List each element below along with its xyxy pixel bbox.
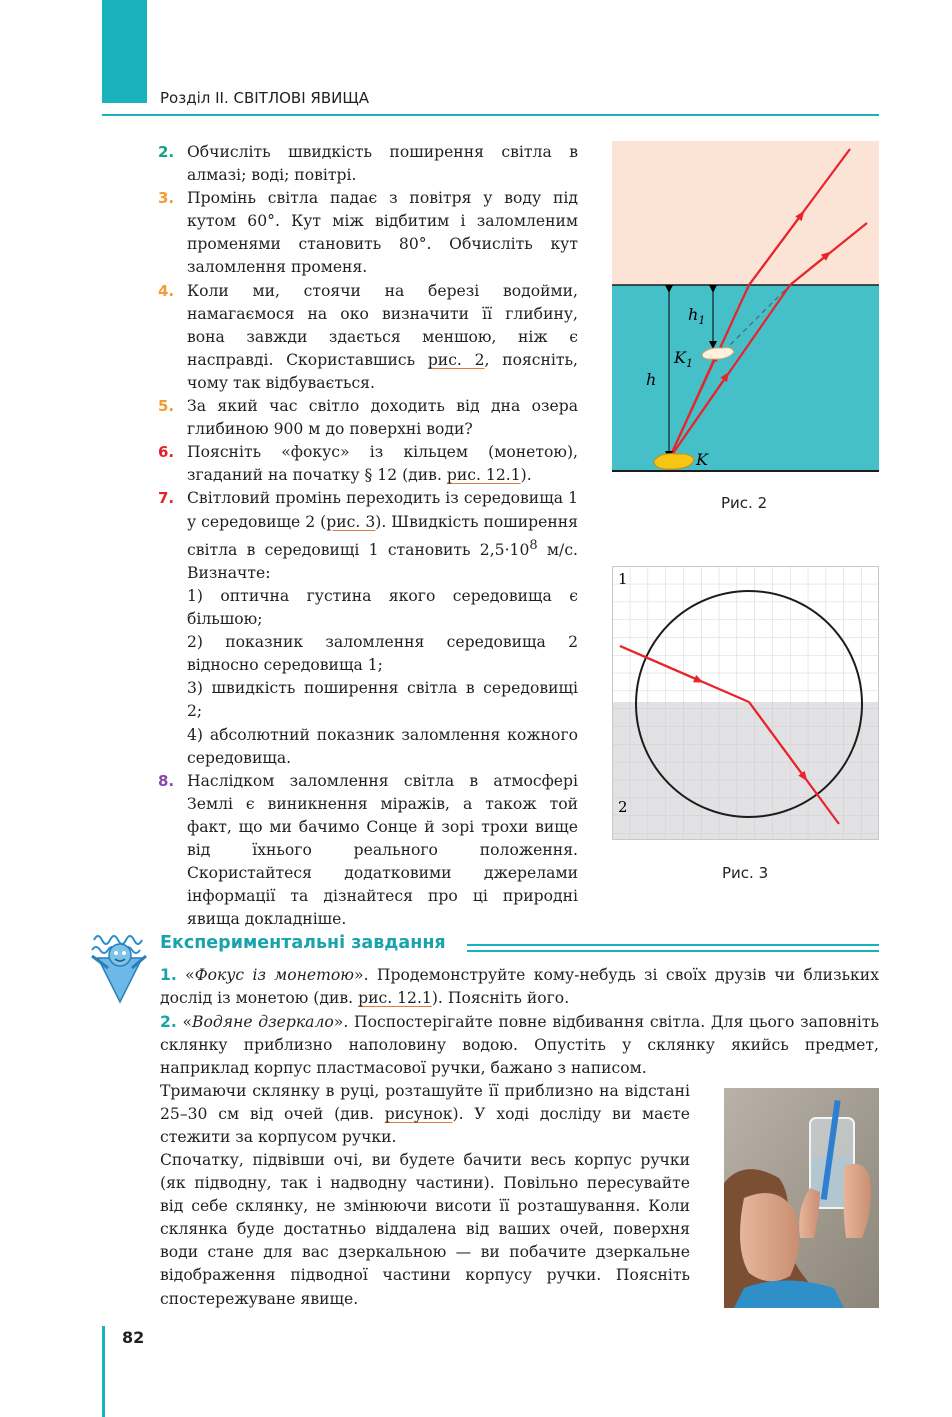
figure-link[interactable]: рис. 12.1 [446, 466, 521, 485]
label-k: K [696, 450, 708, 469]
page-number: 82 [122, 1328, 145, 1347]
task-5 [158, 395, 578, 441]
real-object-k [654, 454, 694, 469]
task-text: ). Швидкість поширення світла в середовищі 1 становить 2,5·10 [187, 512, 578, 559]
label-k1: $K_1$ [674, 348, 693, 370]
exponent: 8 [529, 537, 538, 553]
sub-item: 3) швидкість поширення світла в середовищі 2; [187, 679, 578, 721]
task-name: Водяне дзеркало [192, 1013, 334, 1031]
paragraph-text: ). У ході досліду ви маєте стежити за корпусом ручки. [160, 1105, 690, 1147]
task-8 [158, 770, 578, 932]
grid [612, 566, 879, 840]
task-text: Наслідком заломлення світла в атмосфері Землі є виникнення міражів, а також той факт, що ми бачимо Сонце й зорі трохи вище від їхнього реального положення. Скористайтеся додатковими джерелами інформації та дізнайтеся про ці природні явища докладніше. [187, 771, 578, 929]
task-number: 2. [158, 143, 175, 161]
experiment-mascot-icon [84, 928, 150, 1006]
sub-item: 1) оптична густина якого середовища є більшою; [187, 586, 578, 629]
label-h: h [646, 370, 657, 389]
task-text: . Поспостерігайте повне відбивання світла. Для цього заповніть склянку приблизно наполовину водою. Опустіть у склянку якийсь предмет, наприклад корпус пластмасової ручки, бажано з написом. [160, 1013, 879, 1078]
experimental-section-title: Експериментальні завдання [160, 933, 446, 953]
experiment-paragraph [160, 1080, 690, 1149]
sub-item: 2) показник заломлення середовища 2 відносно середовища 1; [187, 633, 578, 675]
task-2 [158, 141, 578, 187]
experiment-paragraph: Спочатку, підвівши очі, ви будете бачити весь корпус ручки (як підводну, так і надводну частини). Повільно пересувайте від себе склянку, не змінюючи висоти її розташування. Коли склянка буде достатньо віддалена від ваших очей, поверхня води стане для вас дзеркальною — ви побачите дзеркальне відображення підводної частини корпусу ручки. Поясніть спостережуване явище. [160, 1151, 690, 1308]
task-text: м/с. Визначте: [187, 540, 579, 582]
task-text: Поясніть «фокус» із кільцем (монетою), згаданий на початку § 12 (див. [187, 443, 578, 485]
header-accent-tab [102, 0, 147, 103]
chapter-title: Розділ II. СВІТЛОВІ ЯВИЩА [160, 89, 369, 107]
figure-2-caption: Рис. 2 [721, 494, 768, 512]
figure-link[interactable]: рис. 12.1 [358, 989, 432, 1008]
section-title-rule [467, 944, 879, 952]
task-text: Промінь світла падає з повітря у воду під кутом 60°. Кут між відбитим і заломленим променями становить 80°. Обчисліть кут заломлення променя. [187, 189, 578, 277]
task-4 [158, 280, 578, 395]
figure-3-boundary-diagram [612, 566, 879, 840]
label-medium-1: 1 [618, 570, 628, 588]
task-7 [158, 487, 578, 769]
task-number: 5. [158, 397, 175, 416]
task-text: Світловий промінь переходить із середовища 1 у середовище 2 ( [187, 489, 578, 531]
task-text: Коли ми, стоячи на березі водойми, намагаємося на око визначити її глибину, вона завжди здається меншою, ніж є насправді. Скориставшись [187, 281, 578, 369]
experiment-task-2: 2. «Водяне дзеркало». Поспостерігайте повне відбивання світла. Для цього заповніть склянку приблизно наполовину водою. Опустіть у склянку якийсь предмет, наприклад корпус пластмасової ручки, бажано з написом. [160, 1013, 879, 1078]
figure-3-caption: Рис. 3 [722, 864, 769, 882]
task-text: ). [520, 466, 532, 485]
sub-item: 4) абсолютний показник заломлення кожного середовища. [187, 725, 578, 767]
figure-link[interactable]: рис. 2 [427, 350, 485, 369]
boy-with-glass-photo [724, 1088, 879, 1308]
task-number: 2. [160, 1013, 177, 1031]
task-6 [158, 441, 578, 487]
task-number: 6. [158, 443, 175, 462]
task-3 [158, 187, 578, 279]
task-number: 7. [158, 489, 175, 508]
task-number: 8. [158, 771, 175, 790]
task-text: , поясніть, чому так відбувається. [187, 350, 578, 392]
label-medium-2: 2 [618, 798, 628, 816]
task-number: 3. [158, 189, 175, 208]
task-text: ). Поясніть його. [431, 989, 570, 1008]
task-list [158, 141, 578, 931]
figure-link[interactable]: рисунок [384, 1105, 453, 1124]
task-text: . Продемонструйте кому-небудь зі своїх друзів чи близьких дослід із монетою (див. [160, 966, 879, 1008]
page-margin-bar [102, 1326, 105, 1417]
task-number: 1. [160, 966, 177, 984]
figure-2-refraction-diagram [612, 141, 879, 476]
task-name: Фокус із монетою [194, 966, 355, 984]
header-rule [102, 114, 879, 116]
label-h1: $h_1$ [688, 305, 706, 327]
task-text: За який час світло доходить від дна озера глибиною 900 м до поверхні води? [187, 397, 578, 439]
experiment-task-1: 1. «Фокус із монетою». Продемонструйте кому-небудь зі своїх друзів чи близьких дослід із монетою (див. рис. 12.1). Поясніть його. [160, 966, 879, 1008]
figure-link[interactable]: рис. 3 [326, 512, 376, 531]
task-text: Обчисліть швидкість поширення світла в алмазі; воді; повітрі. [187, 143, 578, 185]
task-number: 4. [158, 281, 175, 300]
paragraph-text: Тримаючи склянку в руці, розташуйте її приблизно на відстані 25–30 см від очей (див. [160, 1082, 690, 1124]
